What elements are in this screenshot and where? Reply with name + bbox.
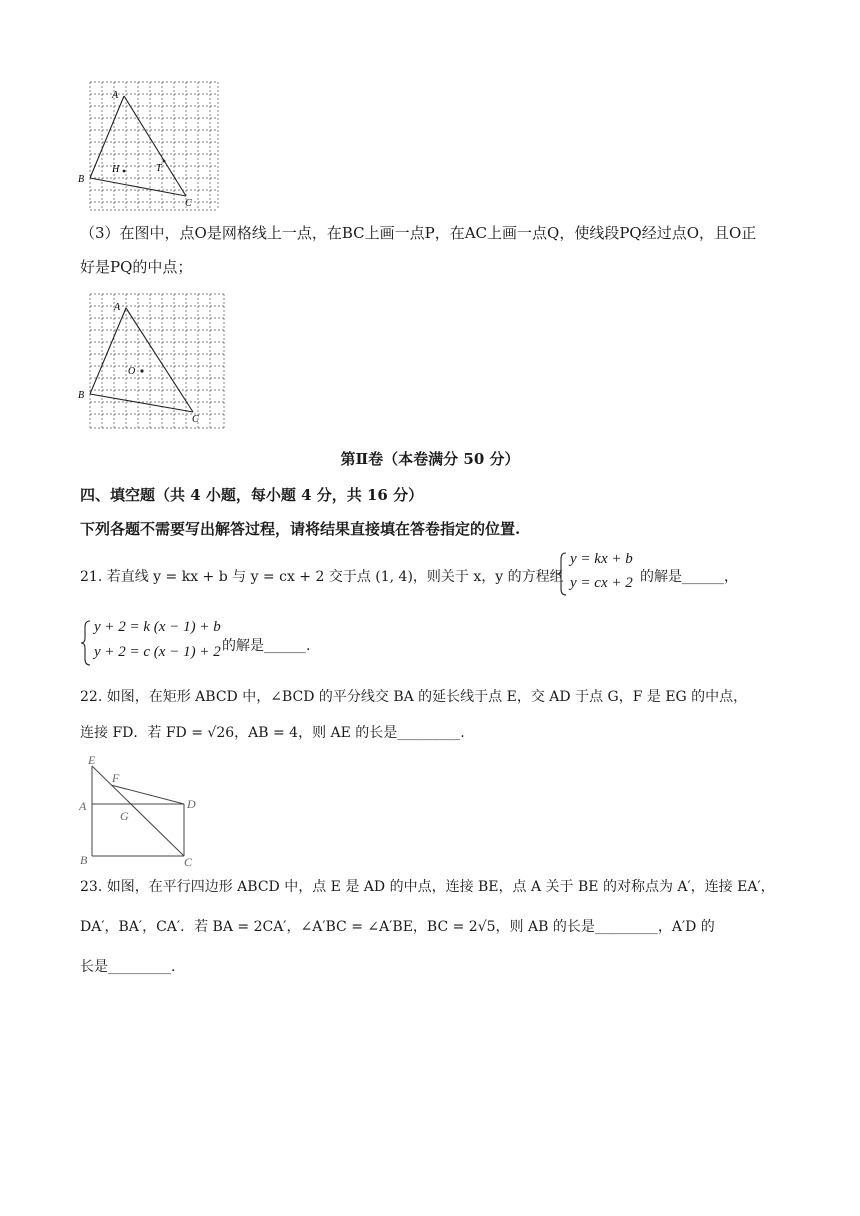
label-C: C — [192, 414, 199, 425]
q23-line-3: 长是_________. — [80, 959, 176, 975]
rectangle-figure — [76, 752, 206, 868]
segment-BC — [90, 394, 193, 412]
label-A: A — [114, 302, 121, 313]
label-B: B — [78, 174, 85, 185]
segment-AC — [126, 308, 193, 412]
segment-AC — [124, 96, 186, 196]
left-brace-icon — [80, 619, 92, 667]
label-T: T — [156, 163, 162, 174]
grid-figure-2 — [78, 290, 228, 432]
q23-line-1: 23. 如图，在平行四边形 ABCD 中，点 E 是 AD 的中点，连接 BE，点 A 关于 BE 的对称点为 A′，连接 EA′， — [80, 879, 775, 895]
part-four-heading: 四、填空题（共 4 小题，每小题 4 分，共 16 分） — [80, 486, 424, 504]
label-A: A — [79, 799, 87, 813]
q22-line-1: 22. 如图，在矩形 ABCD 中，∠BCD 的平分线交 BA 的延长线于点 E，交 AD 于点 G，F 是 EG 的中点， — [80, 689, 748, 705]
grid-figure-1 — [78, 78, 223, 215]
label-E: E — [88, 753, 96, 767]
point-O — [140, 369, 143, 372]
label-H: H — [112, 164, 120, 175]
segment-FD — [111, 785, 184, 804]
label-B: B — [78, 390, 85, 401]
segment-EC — [92, 766, 184, 856]
label-D: D — [187, 797, 196, 811]
q21-system-1 — [556, 551, 636, 597]
label-C: C — [184, 855, 193, 868]
system-2-row-2: y + 2 = c (x − 1) + 2 — [94, 644, 221, 660]
point-T — [163, 160, 166, 163]
segment-BC — [90, 178, 186, 196]
instruction-text: 下列各题不需要写出解答过程，请将结果直接填在答卷指定的位置. — [80, 520, 521, 538]
q21-text-b: 的解是______， — [640, 569, 738, 585]
segment-AB — [90, 308, 126, 394]
label-C: C — [185, 198, 192, 209]
q21-text-a: 21. 若直线 y = kx + b 与 y = cx + 2 交于点 (1, 4)，则关于 x，y 的方程组 — [80, 569, 564, 585]
label-O: O — [128, 366, 136, 377]
label-F: F — [112, 771, 120, 785]
label-G: G — [120, 809, 129, 823]
q3-line-2: 好是PQ的中点； — [80, 258, 193, 276]
label-B: B — [80, 853, 88, 867]
q21-system-2 — [80, 619, 220, 667]
section-title: 第Ⅱ卷（本卷满分 50 分） — [340, 450, 520, 468]
q22-line-2: 连接 FD．若 FD = √26，AB = 4，则 AE 的长是_________. — [80, 725, 465, 741]
system-1-row-1: y = kx + b — [570, 551, 633, 567]
point-H — [123, 170, 126, 173]
system-1-row-2: y = cx + 2 — [570, 575, 633, 591]
system-2-row-1: y + 2 = k (x − 1) + b — [94, 619, 221, 635]
q23-line-2: DA′，BA′，CA′．若 BA = 2CA′，∠A′BC = ∠A′BE，BC = 2√5，则 AB 的长是_________，A′D 的 — [80, 919, 715, 935]
label-A: A — [112, 90, 119, 101]
q21-text-c: 的解是______. — [222, 638, 311, 654]
left-brace-icon — [556, 551, 568, 597]
q3-line-1: （3）在图中，点O是网格线上一点，在BC上画一点P，在AC上画一点Q，使线段PQ经过点O，且O正 — [80, 224, 757, 242]
